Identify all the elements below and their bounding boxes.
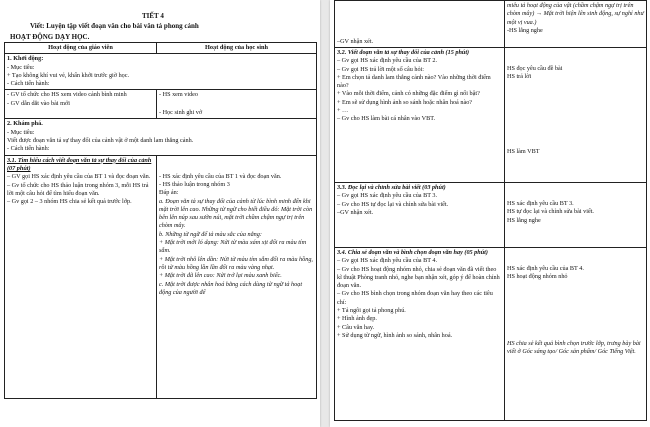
answer-b: b. Những từ ngữ để tả màu sắc của nắng: [159,230,262,238]
text-line: + Mặt trời nhô lên dần: Nửi từ màu tím sẫm đổi ra màu hồng, rồi từ màu hồng lần lần đổi ra màu vàng nhạt. [159,255,313,271]
document-page-left [0,0,320,427]
s34-student-cell [505,248,647,421]
s33-title: 3.3. Đọc lại và chỉnh sửa bài viết (03 phút) [337,184,446,191]
s31-student-cell [157,155,317,398]
text-line: HS xác định yêu cầu BT 3. [507,200,574,207]
text-line: - GV dẫn dắt vào bài mới [7,99,70,107]
document-page-right [330,0,650,427]
text-line: – Gv cho HS tự đọc lại và chỉnh sửa bài viết. [337,200,449,208]
top-teacher-cell [335,1,505,48]
text-line: – Gv tổ chức cho HS thảo luận trong nhóm 3, mỗi HS trả lời một câu hỏi để tìm hiểu đoạn văn. [7,181,149,197]
text-line: + Hình ảnh đẹp. [337,315,377,323]
text-line: - Mục tiêu: [7,128,35,136]
text-line: - Mục tiêu: [7,63,35,71]
s32-title: 3.2. Viết đoạn văn tả sự thay đổi của cảnh (15 phút) [337,49,470,56]
answer-c: c. Mặt trời được nhân hoá bằng cách dùng từ ngữ tả hoạt động của người để [159,280,303,296]
text-line: HS xác định yêu cầu của BT 4. [507,265,584,272]
s33-student-cell [505,183,647,248]
text-line: - Cách tiến hành: [7,145,50,153]
lesson-table-left [4,42,317,399]
text-line: – Gv gọi 2 – 3 nhóm HS chia sẻ kết quả trước lớp. [7,198,132,206]
text-line: – Gv cho HS bình chọn trong nhóm đoạn văn hay theo các tiêu chí: [337,290,493,306]
s34-title: 3.4. Chia sẻ đoạn văn và bình chọn đoạn văn hay (05 phút) [337,249,488,256]
col-header-student: Hoạt động của học sinh [157,43,317,54]
text-line: – Gv cho HS làm bài cá nhân vào VBT. [337,115,436,123]
text-line: HS hoạt động nhóm nhỏ [507,273,568,281]
s31-title: 3.1. Tìm hiểu cách viết đoạn văn tả sự thay đổi của cảnh (07 phút) [7,156,152,172]
warmup-teacher-cell [5,90,157,119]
text-line: - GV tổ chức cho HS xem video cảnh bình minh [7,91,127,99]
text-line: + Vào mỗi thời điểm, cảnh có những đặc điểm gì nổi bật? [337,90,480,98]
text-line: – Gv gọi HS xác định yêu cầu của BT 2. [337,57,438,65]
section-heading: HOẠT ĐỘNG DẠY HỌC. [10,33,90,41]
text-line: HS tự đọc lại và chỉnh sửa bài viết. [507,208,594,216]
s32-teacher-cell [335,48,505,183]
text-line: – Gv gọi HS xác định yêu cầu của BT 4. [337,257,438,265]
text-line: – Gv gọi HS trả lời một số câu hỏi: [337,65,424,73]
text-line: –GV nhận xét. [337,37,374,45]
s31-teacher-cell [5,155,157,398]
text-line: – Gv cho HS hoạt động nhóm nhỏ, chia sẻ đoạn văn đã viết theo kĩ thuật Phòng tranh nhỏ, nghe bạn nhận xét, góp ý để hoàn chỉnh đoạn văn. [337,265,500,290]
text-line: Đáp án: [159,189,179,197]
text-line: HS trả lời [507,73,532,81]
col-header-teacher: Hoạt động của giáo viên [5,43,157,54]
text-line: -HS lắng nghe [507,26,543,34]
text-line: - Học sinh ghi vở [159,108,203,116]
text-line: HS đọc yêu cầu đề bài [507,65,563,72]
text-line: HS chia sẻ kết quả bình chọn trước lớp, trưng bày bài viết ở Góc sáng tạo/ Góc sản phẩm/ Góc Tiếng Việt. [507,339,641,355]
warmup-student-cell [157,90,317,119]
text-line: – GV gọi HS xác định yêu cầu của BT 1 và đọc đoạn văn. [7,173,151,181]
text-line: + Tạo không khí vui vẻ, khấn khởi trước giờ học. [7,71,130,79]
text-line: - HS xác định yêu cầu của BT 1 và đọc đoạn văn. [159,172,282,180]
s32-student-cell [505,48,647,183]
text-line: –GV nhận xét. [337,208,374,216]
text-line: + Mặt trời đã lên cao: Nửi trở lại màu xanh biếc. [159,272,282,280]
text-line: - HS xem video [159,91,199,99]
text-line: HS làm VBT [507,147,540,155]
text-line: + Mặt trời mới ló dạng: Nửi từ màu xám xịt đổi ra màu tím sẫm. [159,239,307,255]
lesson-number: TIẾT 4 [142,12,164,20]
text-line: - HS thảo luận trong nhóm 3 [159,180,230,188]
s33-teacher-cell [335,183,505,248]
section-explore [5,119,317,155]
top-student-cell [505,1,647,48]
text-line: HS lắng nghe [507,216,541,224]
text-line: + Sử dụng từ ngữ, hình ảnh so sánh, nhân hoá. [337,331,453,339]
warmup-title: 1. Khởi động: [7,55,44,63]
text-line: + Em sẽ sử dụng hình ảnh so sánh hoặc nhân hoá nào? [337,98,473,106]
explore-title: 2. Khám phá. [7,120,43,128]
section-warmup [5,54,317,90]
answer-a: a. Đoạn văn tả sự thay đổi của cảnh từ lúc bình minh đến khi mặt trời lên cao. Những từ ngữ cho biết điều đó: Mặt trời còn bên lên núp sau sườn núi, mặt trời chầm chậm ngự trị trên chòm mây. [159,197,313,230]
text-line: + … [337,107,349,115]
text-line: + Câu văn hay. [337,323,375,331]
s34-teacher-cell [335,248,505,421]
text-line: + Em chọn tả danh lam thắng cảnh nào? Vào những thời điểm nào? [337,73,491,90]
text-line: - Cách tiến hành: [7,80,50,88]
lesson-title: Viết: Luyện tập viết đoạn văn cho bài văn tả phong cảnh [30,22,199,30]
text-line: miêu tả hoạt động của vật (chầm chậm ngự trị trên chòm mây) → Mặt trời hiện lên sinh động, sự nghỉ như một vị vua.) [507,2,644,26]
text-line: + Tả ngôi gọi tả phong phú. [337,307,406,315]
lesson-table-right [334,0,647,421]
text-line: – Gv gọi HS xác định yêu cầu của BT 3. [337,192,438,200]
text-line: Viết được đoạn văn tả sự thay đổi của cảnh vật ở một danh lam thắng cảnh. [7,137,194,145]
